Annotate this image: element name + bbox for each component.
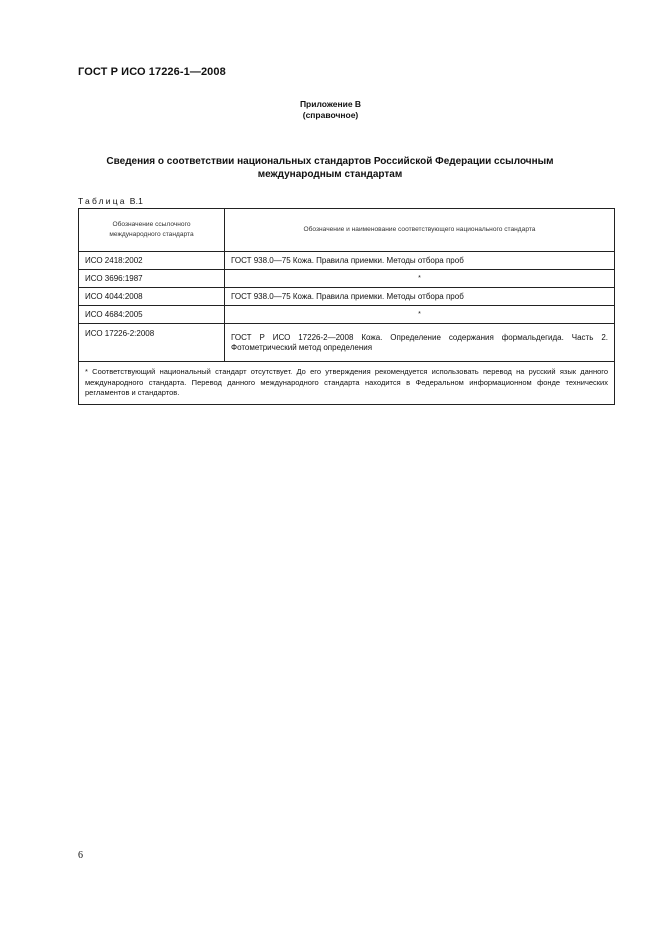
column-header-national: Обозначение и наименование соответствующего национального стандарта [225,209,615,252]
international-standard-cell: ИСО 17226-2:2008 [79,324,225,362]
standards-table [78,208,615,405]
international-standard-cell: ИСО 3696:1987 [79,270,225,288]
national-standard-cell: ГОСТ Р ИСО 17226-2—2008 Кожа. Определение содержания формальдегида. Часть 2. Фотометрический метод определения [225,324,615,362]
table-row [79,252,615,270]
appendix-heading [0,99,661,121]
appendix-title-line-2: международным стандартам [257,169,403,180]
national-standard-cell: ГОСТ 938.0—75 Кожа. Правила приемки. Методы отбора проб [225,252,615,270]
table-row [79,270,615,288]
national-standard-cell: * [225,270,615,288]
national-standard-cell: ГОСТ 938.0—75 Кожа. Правила приемки. Методы отбора проб [225,288,615,306]
table-header-row [79,209,615,252]
table-caption-prefix: Таблица [78,196,127,206]
page-number: 6 [78,850,83,861]
table-row [79,288,615,306]
table-row [79,306,615,324]
appendix-title-line-1: Сведения о соответствии национальных стандартов Российской Федерации ссылочным [106,156,554,167]
international-standard-cell: ИСО 4684:2005 [79,306,225,324]
table-footnote: * Соответствующий национальный стандарт отсутствует. До его утверждения рекомендуется использовать перевод на русский язык данного международного стандарта. Перевод данного международного стандарта находится в Федеральном информационном фонде технических регламентов и стандартов. [79,362,615,405]
column-header-international: Обозначение ссылочного международного стандарта [79,209,225,252]
national-standard-cell: * [225,306,615,324]
appendix-label: Приложение В [299,99,362,109]
international-standard-cell: ИСО 4044:2008 [79,288,225,306]
document-code: ГОСТ Р ИСО 17226-1—2008 [78,66,226,78]
table-row [79,324,615,362]
table-caption-number: В.1 [129,196,144,206]
appendix-title [80,155,580,181]
table-caption [78,196,143,206]
appendix-kind: (справочное) [302,110,359,120]
international-standard-cell: ИСО 2418:2002 [79,252,225,270]
table-footnote-row [79,362,615,405]
